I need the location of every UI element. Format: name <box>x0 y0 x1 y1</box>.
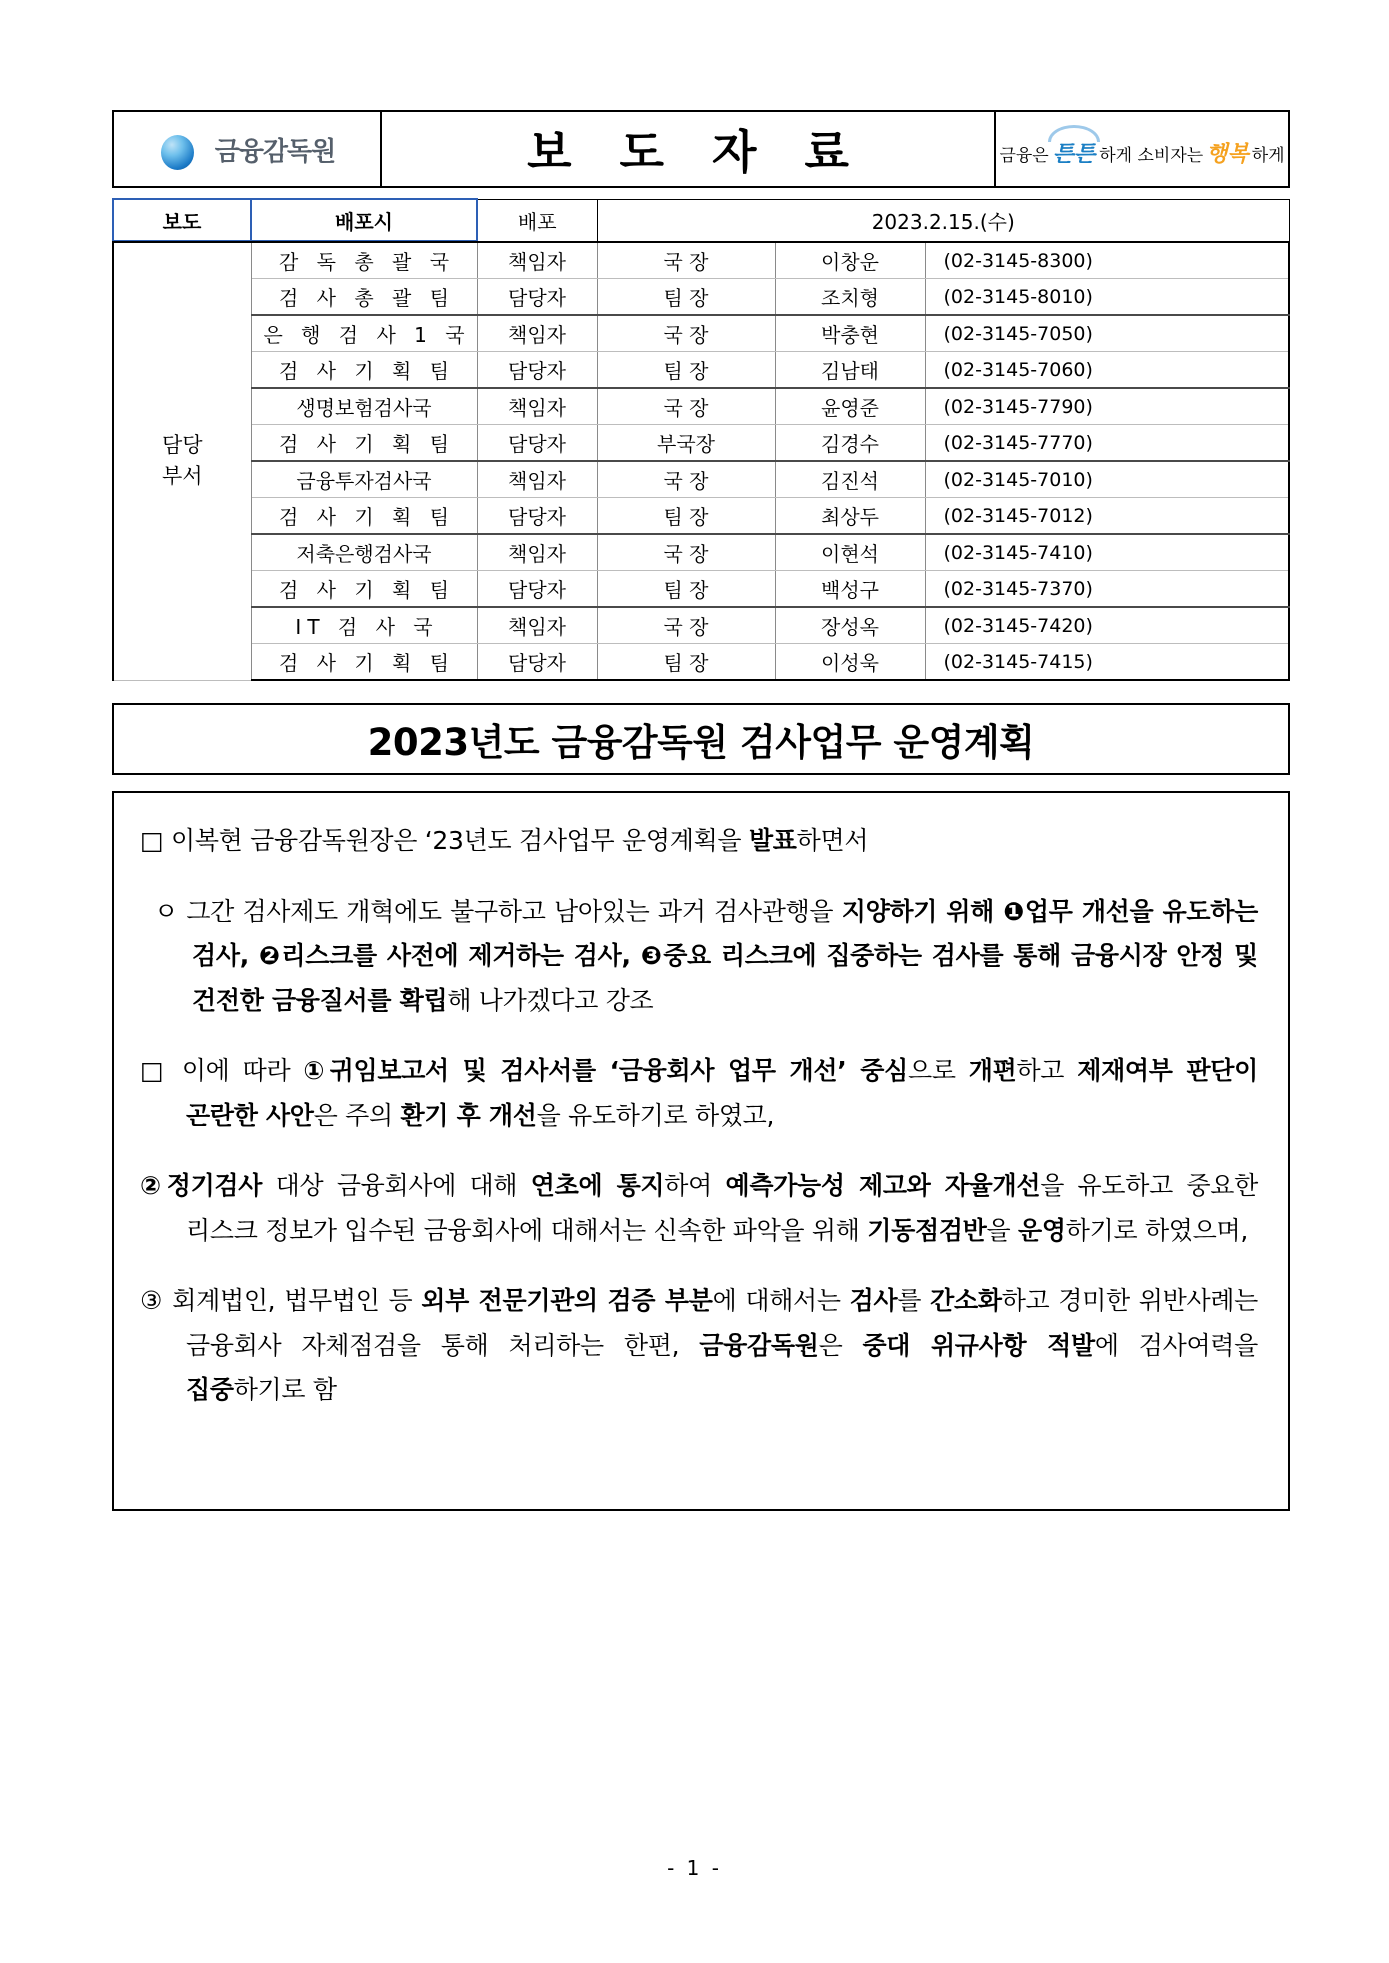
paragraph-4-bold-g: 기동점검반 <box>867 1215 987 1245</box>
paragraph-2-text-a: 그간 검사제도 개혁에도 불구하고 남아있는 과거 검사관행을 <box>186 896 842 926</box>
table-row <box>113 534 1289 571</box>
numbered-marker-1: ❶ <box>1003 896 1025 926</box>
role-cell: 책임자 <box>477 388 597 425</box>
department-label-cell <box>113 242 251 680</box>
rank-cell: 국 장 <box>597 461 775 498</box>
numbered-marker-3: ❸ <box>640 941 664 970</box>
document-type-title <box>382 112 996 186</box>
phone-cell: (02-3145-7415) <box>925 644 1289 681</box>
table-row <box>113 199 1290 241</box>
body-content-box <box>112 791 1290 1511</box>
phone-cell: (02-3145-8300) <box>925 242 1289 279</box>
department-label-line1: 담당 <box>161 432 203 457</box>
org-cell: 저축은행검사국 <box>251 534 477 571</box>
rank-cell: 팀 장 <box>597 644 775 681</box>
slogan-pre-text: 금융은 <box>999 145 1049 166</box>
rank-cell: 팀 장 <box>597 279 775 316</box>
phone-cell: (02-3145-7770) <box>925 425 1289 462</box>
phone-cell: (02-3145-8010) <box>925 279 1289 316</box>
paragraph-5-text-k: 에 검사여력을 <box>1094 1330 1258 1360</box>
org-cell: 검 사 기 획 팀 <box>251 425 477 462</box>
paragraph-5-bold-b: 외부 전문기관의 검증 부분 <box>421 1286 713 1315</box>
table-row <box>113 315 1289 352</box>
paragraph-4-bold-a: 정기검사 <box>166 1171 263 1200</box>
name-cell: 윤영준 <box>775 388 925 425</box>
role-cell: 책임자 <box>477 461 597 498</box>
org-cell: 검 사 총 괄 팀 <box>251 279 477 316</box>
name-cell: 최상두 <box>775 498 925 535</box>
paragraph-1-text-c: 하면서 <box>796 826 869 855</box>
paragraph-4-bold-i: 운영 <box>1018 1215 1066 1245</box>
paragraph-2-bold-c: 업무 개선을 유도하는 검사, <box>192 896 1258 970</box>
paragraph-3-text-e: 하고 <box>1016 1056 1078 1085</box>
table-row <box>113 425 1289 462</box>
org-cell: 검 사 기 획 팀 <box>251 644 477 681</box>
org-cell: 감 독 총 괄 국 <box>251 242 477 279</box>
release-info-table <box>112 198 1290 242</box>
square-bullet-marker: □ <box>140 826 164 855</box>
paragraph-4-bold-e: 예측가능성 제고와 자율개선 <box>725 1171 1041 1200</box>
rank-cell: 국 장 <box>597 534 775 571</box>
page-title: 2023년도 금융감독원 검사업무 운영계획 <box>367 721 1035 764</box>
table-row <box>113 388 1289 425</box>
name-cell: 백성구 <box>775 571 925 608</box>
phone-cell: (02-3145-7410) <box>925 534 1289 571</box>
org-cell: 생명보험검사국 <box>251 388 477 425</box>
paragraph-3-bold-h: 환기 후 개선 <box>400 1100 537 1130</box>
paragraph-2-bold-e: 중요 리스크에 집중하는 검사를 통해 금융시장 안정 및 건전한 금융질서를 확립 <box>192 941 1258 1015</box>
role-cell: 담당자 <box>477 644 597 681</box>
table-row <box>113 571 1289 608</box>
paragraph-4-text-f: 을 유도하고 중요한 리스크 정보가 입수된 금융회사에 대해서는 신속한 파악을 위해 <box>186 1171 1258 1245</box>
paragraph-4-text-d: 하여 <box>664 1171 726 1200</box>
paragraph-5-bold-j: 중대 위규사항 적발 <box>862 1330 1095 1360</box>
table-row <box>113 242 1289 279</box>
document-type-label: 보 도 자 료 <box>527 125 865 179</box>
rank-cell: 국 장 <box>597 242 775 279</box>
table-row <box>113 607 1289 644</box>
masthead <box>112 110 1290 188</box>
role-cell: 담당자 <box>477 352 597 389</box>
paragraph-5-text-m: 하기로 함 <box>233 1375 337 1404</box>
rank-cell: 국 장 <box>597 388 775 425</box>
paragraph-3 <box>140 1049 1258 1138</box>
paragraph-5 <box>140 1279 1258 1413</box>
org-cell: 금융투자검사국 <box>251 461 477 498</box>
paragraph-5-bold-h: 금융감독원 <box>699 1330 819 1360</box>
fss-logo-icon <box>159 127 205 171</box>
name-cell: 김남태 <box>775 352 925 389</box>
phone-cell: (02-3145-7050) <box>925 315 1289 352</box>
phone-cell: (02-3145-7790) <box>925 388 1289 425</box>
role-cell: 책임자 <box>477 534 597 571</box>
agency-logo <box>114 112 382 186</box>
paragraph-4-bold-c: 연초에 통지 <box>530 1171 665 1200</box>
circled-number-2: ② <box>140 1171 167 1200</box>
paragraph-3-bold-d: 개편 <box>968 1056 1017 1085</box>
phone-cell: (02-3145-7010) <box>925 461 1289 498</box>
contact-department-table <box>112 241 1290 681</box>
phone-cell: (02-3145-7420) <box>925 607 1289 644</box>
square-bullet-marker: □ <box>140 1056 169 1085</box>
table-row <box>113 644 1289 681</box>
distribute-value-cell: 2023.2.15.(수) <box>597 199 1290 241</box>
rank-cell: 팀 장 <box>597 571 775 608</box>
paragraph-2-bold-b: 지양하기 위해 <box>841 896 1004 926</box>
circle-bullet-marker: ㅇ <box>154 896 178 926</box>
rank-cell: 부국장 <box>597 425 775 462</box>
circled-number-1: ① <box>303 1056 330 1085</box>
paragraph-5-text-e: 를 <box>897 1286 931 1315</box>
role-cell: 담당자 <box>477 279 597 316</box>
table-row <box>113 461 1289 498</box>
paragraph-3-text-i: 을 유도하기로 하였고, <box>536 1100 775 1130</box>
paragraph-3-text-g: 은 주의 <box>313 1100 401 1130</box>
org-cell: 검 사 기 획 팀 <box>251 352 477 389</box>
role-cell: 담당자 <box>477 425 597 462</box>
headline-banner <box>112 703 1290 775</box>
paragraph-3-bold-f: 제재여부 판단이 곤란한 사안 <box>186 1056 1258 1130</box>
rank-cell: 국 장 <box>597 607 775 644</box>
document-page <box>112 110 1290 1511</box>
role-cell: 책임자 <box>477 315 597 352</box>
org-cell: 은 행 검 사 1 국 <box>251 315 477 352</box>
name-cell: 박충현 <box>775 315 925 352</box>
name-cell: 김경수 <box>775 425 925 462</box>
paragraph-2 <box>140 890 1258 1024</box>
paragraph-4 <box>140 1164 1258 1253</box>
paragraph-4-text-b: 대상 금융회사에 대해 <box>262 1171 531 1200</box>
phone-cell: (02-3145-7012) <box>925 498 1289 535</box>
rank-cell: 팀 장 <box>597 352 775 389</box>
release-value-cell: 배포시 <box>251 199 477 241</box>
slogan-post-text: 하게 <box>1251 145 1285 166</box>
name-cell: 이성욱 <box>775 644 925 681</box>
page-number: - 1 - <box>667 1856 722 1880</box>
name-cell: 이현석 <box>775 534 925 571</box>
paragraph-4-text-h: 을 <box>986 1215 1019 1245</box>
rank-cell: 팀 장 <box>597 498 775 535</box>
paragraph-3-text-a: 이에 따라 <box>181 1056 304 1085</box>
role-cell: 책임자 <box>477 242 597 279</box>
role-cell: 담당자 <box>477 498 597 535</box>
phone-cell: (02-3145-7370) <box>925 571 1289 608</box>
org-cell: 검 사 기 획 팀 <box>251 571 477 608</box>
paragraph-5-text-i: 은 <box>818 1330 863 1360</box>
paragraph-5-bold-f: 간소화 <box>930 1286 1002 1315</box>
paragraph-5-text-a: 회계법인, 법무법인 등 <box>163 1286 422 1315</box>
table-row <box>113 279 1289 316</box>
name-cell: 조치형 <box>775 279 925 316</box>
slogan-blue-word: 튼튼 <box>1051 137 1098 168</box>
release-label-cell: 보도 <box>113 199 251 241</box>
name-cell: 이창운 <box>775 242 925 279</box>
paragraph-1-text-a: 이복현 금융감독원장은 ‘23년도 검사업무 운영계획을 <box>170 826 749 855</box>
slogan-mid-text: 하게 소비자는 <box>1099 145 1204 166</box>
paragraph-5-bold-d: 검사 <box>849 1286 898 1315</box>
paragraph-1 <box>140 819 1258 864</box>
department-label-line2: 부서 <box>161 464 203 489</box>
table-row <box>113 352 1289 389</box>
paragraph-2-text-f: 해 나가겠다고 강조 <box>447 985 654 1015</box>
rank-cell: 국 장 <box>597 315 775 352</box>
paragraph-1-bold-b: 발표 <box>748 826 797 855</box>
table-row <box>113 498 1289 535</box>
paragraph-4-text-j: 하기로 하였으며, <box>1065 1215 1248 1245</box>
org-cell: IT 검 사 국 <box>251 607 477 644</box>
paragraph-5-text-c: 에 대해서는 <box>712 1286 850 1315</box>
paragraph-3-bold-b: 귀임보고서 및 검사서를 ‘금융회사 업무 개선’ 중심 <box>329 1056 908 1085</box>
circled-number-3: ③ <box>140 1286 164 1315</box>
paragraph-5-bold-l: 집중 <box>186 1375 234 1404</box>
role-cell: 책임자 <box>477 607 597 644</box>
agency-slogan <box>996 112 1288 186</box>
phone-cell: (02-3145-7060) <box>925 352 1289 389</box>
name-cell: 김진석 <box>775 461 925 498</box>
paragraph-5-text-g: 하고 경미한 위반사례는 금융회사 자체점검을 통해 처리하는 한편, <box>186 1286 1259 1360</box>
distribute-label-cell: 배포 <box>477 199 597 241</box>
paragraph-2-bold-d: 리스크를 사전에 제거하는 검사, <box>281 941 641 970</box>
slogan-orange-word: 행복 <box>1206 141 1249 167</box>
agency-name: 금융감독원 <box>214 136 336 167</box>
role-cell: 담당자 <box>477 571 597 608</box>
paragraph-3-text-c: 으로 <box>907 1056 969 1085</box>
numbered-marker-2: ❷ <box>258 941 282 970</box>
org-cell: 검 사 기 획 팀 <box>251 498 477 535</box>
name-cell: 장성옥 <box>775 607 925 644</box>
